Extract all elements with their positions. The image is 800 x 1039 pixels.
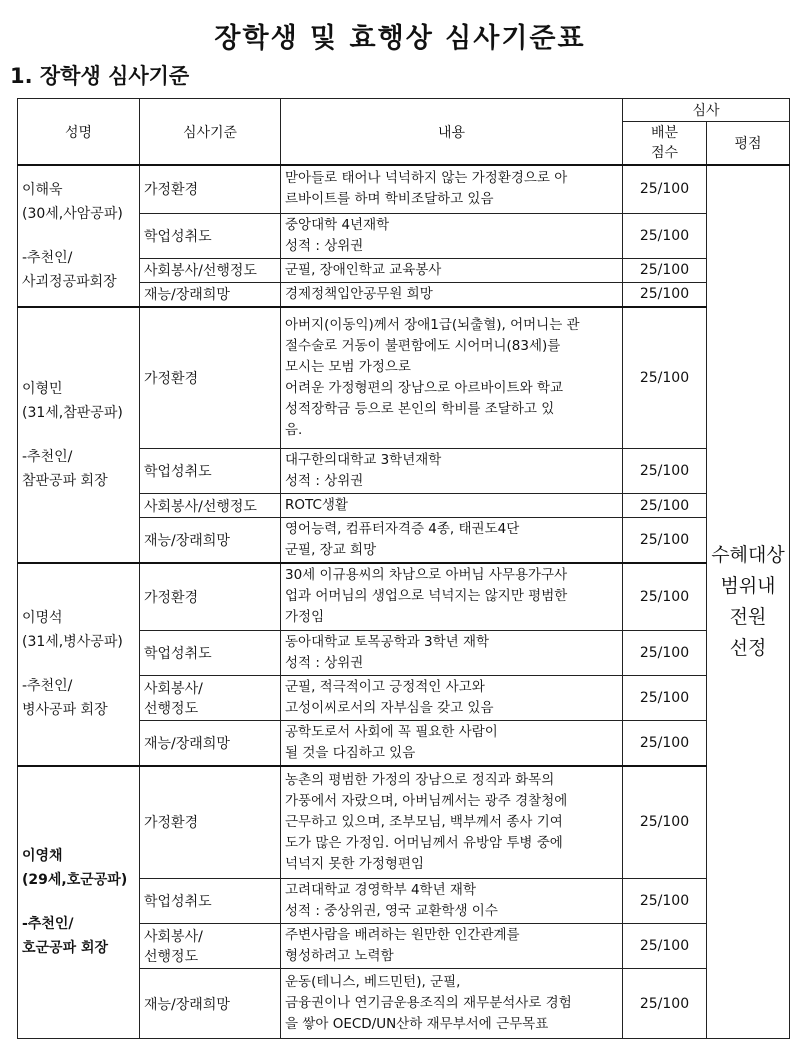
content-line: 넉넉지 못한 가정형편임 xyxy=(285,855,424,872)
content-line: 중앙대학 4년재학 xyxy=(285,216,390,233)
page-title: 장학생 및 효행상 심사기준표 xyxy=(214,23,586,54)
criteria-label: 사회봉사/ xyxy=(144,929,203,945)
content-line: 영어능력, 컴퓨터자격증 4종, 태권도4단 xyxy=(285,521,520,537)
content-line: 군필, 장교 희망 xyxy=(285,542,377,558)
content-cell xyxy=(281,307,623,449)
criteria-cell xyxy=(140,518,281,564)
content-cell xyxy=(281,630,623,675)
criteria-label: 재능/장래희망 xyxy=(144,287,230,303)
content-line: 30세 이규용씨의 차남으로 아버님 사무용가구사 xyxy=(285,567,568,584)
score-cell: 25/100 xyxy=(623,924,707,969)
candidate-name-cell xyxy=(18,766,140,1039)
candidate-name-line: (31세,병사공파) xyxy=(22,634,123,651)
content-line: 모시는 모범 가정으로 xyxy=(285,358,411,375)
content-cell xyxy=(281,766,623,879)
content-line: 절수술로 거동이 불편함에도 시어머니(83세)를 xyxy=(285,337,561,354)
header-content: 내용 xyxy=(281,99,623,166)
score-cell: 25/100 xyxy=(623,307,707,449)
content-line: 성적 : 상위권 xyxy=(285,237,364,254)
content-cell xyxy=(281,258,623,282)
criteria-cell xyxy=(140,165,281,213)
criteria-label: 가정환경 xyxy=(144,370,199,387)
criteria-cell xyxy=(140,258,281,282)
content-line: 가정임 xyxy=(285,609,325,626)
table-body xyxy=(18,165,790,1039)
rating-selection-line: 전원 xyxy=(729,606,767,628)
content-line: 대구한의대학교 3학년재학 xyxy=(285,452,442,468)
content-cell xyxy=(281,924,623,969)
content-line: 고려대학교 경영학부 4학년 재학 xyxy=(285,882,476,898)
criteria-label: 선행정도 xyxy=(144,949,199,965)
content-line: 음. xyxy=(285,421,303,438)
score-cell: 25/100 xyxy=(623,213,707,258)
content-line: 성적장학금 등으로 본인의 학비를 조달하고 있 xyxy=(285,400,555,417)
criteria-cell xyxy=(140,563,281,630)
table-row xyxy=(18,563,790,630)
score-cell: 25/100 xyxy=(623,563,707,630)
candidate-name-line: 이형민 xyxy=(22,380,63,397)
header-review: 심사 xyxy=(623,99,790,122)
candidate-name-line: -추천인/ xyxy=(22,678,73,695)
criteria-cell xyxy=(140,282,281,307)
content-line: 어려운 가정형편의 장남으로 아르바이트와 학교 xyxy=(285,379,563,396)
score-cell: 25/100 xyxy=(623,518,707,564)
criteria-cell xyxy=(140,307,281,449)
table-row xyxy=(18,165,790,213)
criteria-label: 학업성취도 xyxy=(144,464,212,480)
candidate-name-line: (31세,참판공파) xyxy=(22,404,123,421)
candidate-name-cell xyxy=(18,165,140,307)
content-line: 될 것을 다짐하고 있음 xyxy=(285,744,416,761)
content-line: 도가 많은 가정임. 어머님께서 유방암 투병 중에 xyxy=(285,834,563,851)
header-allocated-score xyxy=(623,122,707,166)
rating-selection-line: 수혜대상 xyxy=(711,544,785,566)
criteria-cell xyxy=(140,969,281,1039)
criteria-label: 사회봉사/ xyxy=(144,680,203,697)
criteria-label: 가정환경 xyxy=(144,815,199,832)
content-line: 아버지(이동익)께서 장애1급(뇌출혈), 어머니는 관 xyxy=(285,316,580,333)
score-cell: 25/100 xyxy=(623,766,707,879)
candidate-name-line: 참판공파 회장 xyxy=(22,472,108,489)
score-cell: 25/100 xyxy=(623,879,707,924)
criteria-table xyxy=(17,98,790,1039)
criteria-label: 가정환경 xyxy=(144,589,199,606)
content-line: 공학도로서 사회에 꼭 필요한 사람이 xyxy=(285,723,498,740)
criteria-label: 학업성취도 xyxy=(144,645,212,662)
score-cell: 25/100 xyxy=(623,720,707,766)
content-line: 경제정책입안공무원 희망 xyxy=(285,285,433,302)
criteria-label: 재능/장래희망 xyxy=(144,735,230,752)
content-line: 금융권이나 연기금운용조직의 재무분석사로 경험 xyxy=(285,995,572,1011)
content-cell xyxy=(281,494,623,518)
content-cell xyxy=(281,675,623,720)
content-cell xyxy=(281,518,623,564)
content-cell xyxy=(281,282,623,307)
score-cell: 25/100 xyxy=(623,675,707,720)
candidate-name-line: 사괴정공파회장 xyxy=(22,273,117,290)
candidate-name-line: 병사공파 회장 xyxy=(22,702,108,719)
score-cell: 25/100 xyxy=(623,282,707,307)
criteria-label: 학업성취도 xyxy=(144,894,212,910)
content-line: 주변사람을 배려하는 원만한 인간관계를 xyxy=(285,927,520,943)
score-cell: 25/100 xyxy=(623,630,707,675)
content-cell xyxy=(281,969,623,1039)
rating-selection-line: 범위내 xyxy=(720,575,776,597)
candidate-name-line: -추천인/ xyxy=(22,448,73,465)
rating-selection-cell xyxy=(707,165,790,1039)
candidate-name-line: 이영채 xyxy=(22,848,63,865)
candidate-name-line: -추천인/ xyxy=(22,916,74,933)
content-cell xyxy=(281,213,623,258)
content-line: 성적 : 상위권 xyxy=(285,654,364,671)
content-line: 운동(테니스, 베드민턴), 군필, xyxy=(285,974,461,990)
section-heading: 1. 장학생 심사기준 xyxy=(10,64,190,88)
content-cell xyxy=(281,720,623,766)
score-cell: 25/100 xyxy=(623,969,707,1039)
candidate-name-line: 이명석 xyxy=(22,610,63,627)
content-cell xyxy=(281,879,623,924)
content-line: 군필, 장애인학교 교육봉사 xyxy=(285,261,442,278)
content-line: 동아대학교 토목공학과 3학년 재학 xyxy=(285,633,490,650)
criteria-cell xyxy=(140,449,281,494)
content-line: 가풍에서 자랐으며, 아버님께서는 광주 경찰청에 xyxy=(285,792,568,809)
table-row xyxy=(18,766,790,879)
rating-selection-line: 선정 xyxy=(729,637,767,659)
candidate-name-cell xyxy=(18,307,140,564)
criteria-label: 재능/장래희망 xyxy=(144,996,230,1013)
content-line: 을 쌓아 OECD/UN산하 재무부서에 근무목표 xyxy=(285,1016,549,1032)
criteria-cell xyxy=(140,494,281,518)
content-line: 농촌의 평범한 가정의 장남으로 정직과 화목의 xyxy=(285,771,555,788)
criteria-label: 학업성취도 xyxy=(144,228,212,245)
score-cell: 25/100 xyxy=(623,258,707,282)
content-line: 성적 : 중상위권, 영국 교환학생 이수 xyxy=(285,903,498,919)
candidate-name-line: (29세,호군공파) xyxy=(22,872,128,889)
candidate-name-line: (30세,사암공파) xyxy=(22,205,123,222)
criteria-label: 가정환경 xyxy=(144,182,199,199)
content-line: 업과 어머님의 생업으로 넉넉지는 않지만 평범한 xyxy=(285,588,568,605)
criteria-cell xyxy=(140,675,281,720)
criteria-label: 사회봉사/선행정도 xyxy=(144,498,257,515)
content-line: 형성하려고 노력함 xyxy=(285,948,394,964)
content-cell xyxy=(281,563,623,630)
score-cell: 25/100 xyxy=(623,449,707,494)
criteria-label: 사회봉사/선행정도 xyxy=(144,263,257,279)
candidate-name-cell xyxy=(18,563,140,766)
header-allocated-score-line1: 배분 xyxy=(650,125,679,141)
score-cell: 25/100 xyxy=(623,494,707,518)
content-cell xyxy=(281,165,623,213)
score-cell: 25/100 xyxy=(623,165,707,213)
table-row xyxy=(18,307,790,449)
criteria-cell xyxy=(140,213,281,258)
criteria-cell xyxy=(140,766,281,879)
content-line: 맏아들로 태어나 넉넉하지 않는 가정환경으로 아 xyxy=(285,170,568,187)
content-line: 고성이씨로서의 자부심을 갖고 있음 xyxy=(285,699,494,716)
content-line: 르바이트를 하며 학비조달하고 있음 xyxy=(285,191,494,208)
criteria-cell xyxy=(140,630,281,675)
content-line: 근무하고 있으며, 조부모님, 백부께서 종사 기여 xyxy=(285,813,563,830)
header-name: 성명 xyxy=(18,99,140,166)
content-line: ROTC생활 xyxy=(285,497,348,513)
candidate-name-line: 이해욱 xyxy=(22,181,63,198)
candidate-name-line: 호군공파 회장 xyxy=(22,940,109,957)
header-rating: 평점 xyxy=(707,122,790,166)
criteria-cell xyxy=(140,924,281,969)
criteria-label: 선행정도 xyxy=(144,700,199,717)
content-line: 성적 : 상위권 xyxy=(285,473,364,489)
criteria-cell xyxy=(140,720,281,766)
criteria-cell xyxy=(140,879,281,924)
header-allocated-score-line2: 점수 xyxy=(650,145,679,161)
candidate-name-line: -추천인/ xyxy=(22,249,73,266)
content-line: 군필, 적극적이고 긍정적인 사고와 xyxy=(285,678,485,695)
criteria-label: 재능/장래희망 xyxy=(144,533,230,549)
content-cell xyxy=(281,449,623,494)
header-criteria: 심사기준 xyxy=(140,99,281,166)
